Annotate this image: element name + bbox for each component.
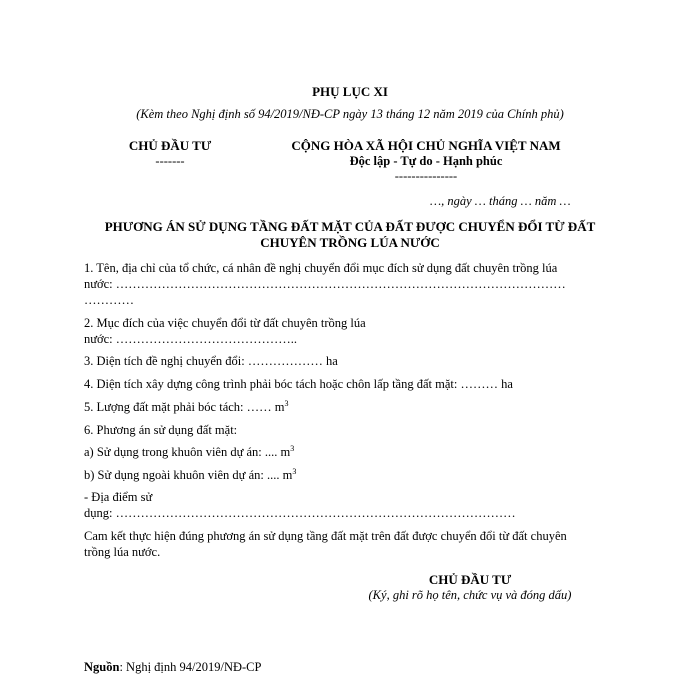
item-2-line1: 2. Mục đích của việc chuyển đổi từ đất chuyên trồng lúa [84,316,366,330]
signature-note: (Ký, ghi rõ họ tên, chức vụ và đóng dấu) [368,588,572,602]
document-title-line2: CHUYÊN TRỒNG LÚA NƯỚC [260,235,440,250]
source-label: Nguồn [84,660,120,674]
item-1-line1: 1. Tên, địa chỉ của tổ chức, cá nhân đề nghị chuyển đổi mục đích sử dụng đất chuyên trồng lúa [84,261,558,275]
source-text: : Nghị định 94/2019/NĐ-CP [119,660,262,674]
cubic-superscript: 3 [290,443,295,453]
item-1-line2: nước: ……………………………………………………………………………………………… [84,277,566,291]
national-motto: Độc lập - Tự do - Hạnh phúc [349,154,503,168]
investor-header: CHỦ ĐẦU TƯ [128,138,212,153]
commitment-line1: Cam kết thực hiện đúng phương án sử dụng tầng đất mặt trên đất được chuyển đổi từ đất chuyên [84,529,567,543]
cubic-superscript: 3 [284,398,289,408]
location-line1: - Địa điểm sử [84,490,153,504]
item-2-line2: nước: …………………………………….. [84,332,298,346]
location-line2: dụng: …………………………………………………………………………………… [84,506,516,520]
date-line: …, ngày … tháng … năm … [430,194,571,208]
item-3: 3. Diện tích đề nghị chuyển đổi: ……………… ha [84,354,338,368]
appendix-title: PHỤ LỤC XI [312,84,388,99]
investor-header-rule: ------- [155,154,185,168]
cubic-superscript: 3 [292,466,297,476]
source-line [84,660,261,675]
item-5: 5. Lượng đất mặt phải bóc tách: …… $m^3$ [84,398,289,414]
item-4: 4. Diện tích xây dựng công trình phải bóc tách hoặc chôn lấp tầng đất mặt: ……… ha [84,377,513,391]
document-title-line1: PHƯƠNG ÁN SỬ DỤNG TẦNG ĐẤT MẶT CỦA ĐẤT ĐƯỢC CHUYỂN ĐỔI TỪ ĐẤT [104,219,596,234]
item-6: 6. Phương án sử dụng đất mặt: [84,423,238,437]
signature-title: CHỦ ĐẦU TƯ [428,572,512,587]
commitment-line2: trồng lúa nước. [84,545,161,559]
item-6b: b) Sử dụng ngoài khuôn viên dự án: .... $m^3$ [84,466,297,482]
item-1-line3: ………… [84,293,134,307]
appendix-subtitle: (Kèm theo Nghị định số 94/2019/NĐ-CP ngày 13 tháng 12 năm 2019 của Chính phủ) [136,107,564,121]
item-6a: a) Sử dụng trong khuôn viên dự án: .... $m^3$ [84,443,295,459]
national-rule: --------------- [394,169,458,183]
national-title: CỘNG HÒA XÃ HỘI CHỦ NGHĨA VIỆT NAM [291,138,561,153]
